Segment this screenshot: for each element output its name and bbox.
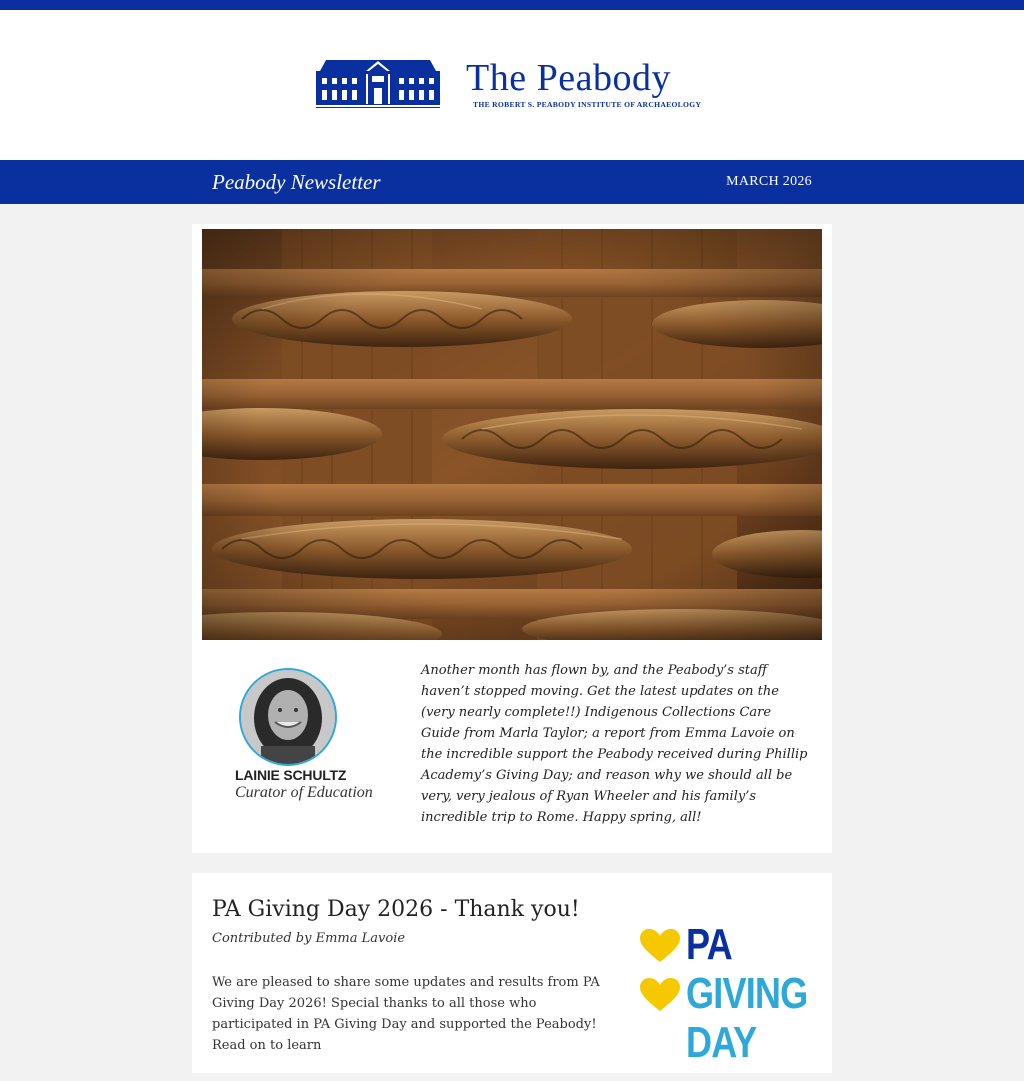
giving-logo-line-3: DAY bbox=[686, 1018, 757, 1067]
heart-icon bbox=[640, 929, 680, 963]
top-accent-stripe bbox=[0, 0, 1024, 10]
hero-basket-image bbox=[202, 229, 822, 640]
logo-title: The Peabody bbox=[466, 57, 671, 99]
masthead bbox=[0, 10, 1024, 160]
heart-icon bbox=[640, 978, 680, 1012]
author-role: Curator of Education bbox=[235, 784, 373, 801]
article-card bbox=[192, 873, 832, 1073]
building-icon bbox=[316, 58, 440, 110]
intro-text: Another month has flown by, and the Peabody’s staff haven’t stopped moving. Get the latest updates on the (very nearly complete!!) Indigenous Collections Care Guide from Marla Taylor; a report from Emma Lavoie on the incredible support the Peabody received during Phillip Academy’s Giving Day; and reason why we should all be very, very jealous of Ryan Wheeler and his family’s incredible trip to Rome. Happy spring, all! bbox=[421, 663, 808, 825]
newsletter-title: Peabody Newsletter bbox=[212, 170, 381, 194]
article-body: We are pleased to share some updates and results from PA Giving Day 2026! Special thanks to all those who participated in PA Giving Day and supported the Peabody! Read on to learn bbox=[212, 975, 600, 1053]
newsletter-bar bbox=[0, 160, 1024, 204]
author-name: LAINIE SCHULTZ bbox=[235, 767, 347, 783]
article-byline: Contributed by Emma Lavoie bbox=[212, 931, 406, 946]
article-title[interactable]: PA Giving Day 2026 - Thank you! bbox=[212, 897, 580, 922]
logo-subtitle: THE ROBERT S. PEABODY INSTITUTE OF ARCHAEOLOGY bbox=[473, 100, 702, 109]
pa-giving-day-logo bbox=[640, 921, 810, 1081]
peabody-logo[interactable] bbox=[316, 58, 726, 114]
author-avatar bbox=[239, 668, 337, 766]
giving-logo-line-1: PA bbox=[686, 920, 732, 969]
giving-logo-line-2: GIVING bbox=[686, 969, 808, 1018]
newsletter-date: MARCH 2026 bbox=[726, 174, 812, 189]
intro-card bbox=[192, 224, 832, 853]
